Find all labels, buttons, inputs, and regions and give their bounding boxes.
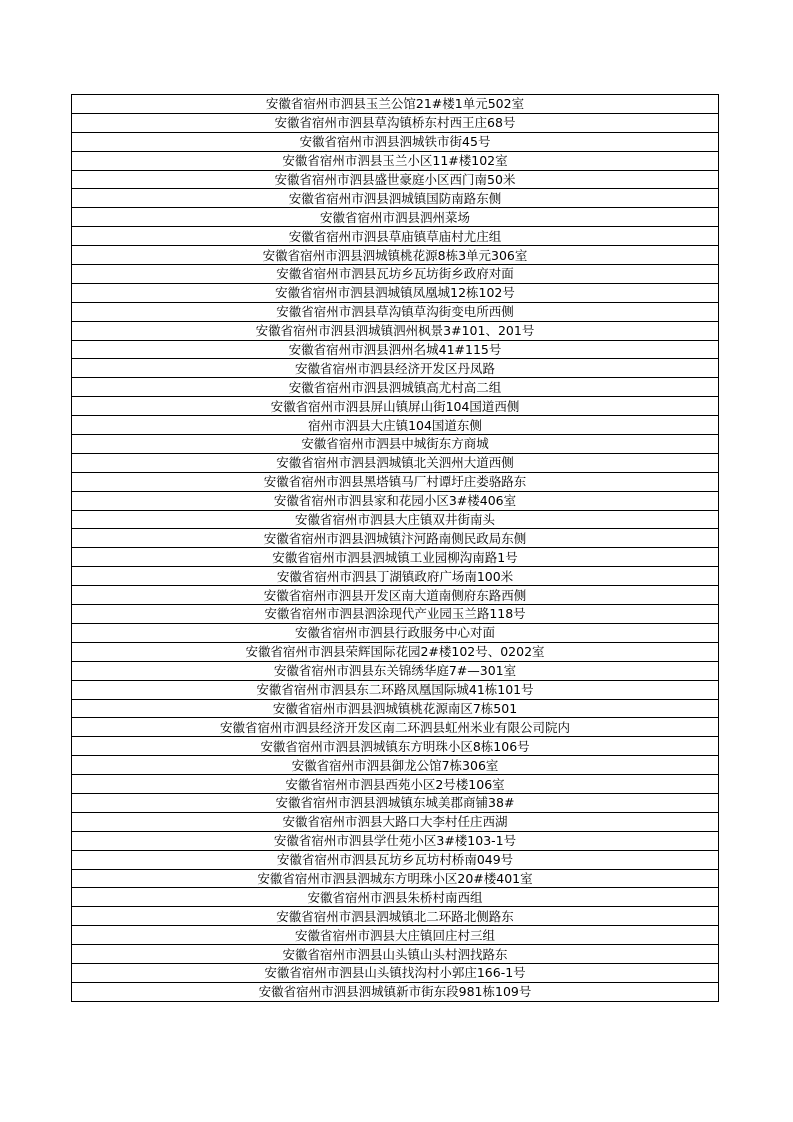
- table-row: [72, 472, 719, 491]
- address-cell: 安徽省宿州市泗县黑塔镇马厂村谭圩庄娄骆路东: [72, 472, 719, 491]
- table-row: [72, 642, 719, 661]
- address-cell: 安徽省宿州市泗县开发区南大道南侧府东路西侧: [72, 586, 719, 605]
- address-cell: 安徽省宿州市泗县玉兰公馆21#楼1单元502室: [72, 95, 719, 114]
- table-row: [72, 453, 719, 472]
- address-cell: 安徽省宿州市泗县丁湖镇政府广场南100米: [72, 567, 719, 586]
- table-row: [72, 850, 719, 869]
- address-cell: 安徽省宿州市泗县学仕苑小区3#楼103-1号: [72, 831, 719, 850]
- address-cell: 安徽省宿州市泗县荣辉国际花园2#楼102号、0202室: [72, 642, 719, 661]
- table-row: [72, 132, 719, 151]
- table-row: [72, 378, 719, 397]
- table-row: [72, 283, 719, 302]
- address-cell: 安徽省宿州市泗县御龙公馆7栋306室: [72, 756, 719, 775]
- address-cell: 安徽省宿州市泗县泗城镇东城美郡商铺38#: [72, 793, 719, 812]
- address-cell: 宿州市泗县大庄镇104国道东侧: [72, 416, 719, 435]
- address-cell: 安徽省宿州市泗县草庙镇草庙村尤庄组: [72, 227, 719, 246]
- address-cell: 安徽省宿州市泗县泗城镇凤凰城12栋102号: [72, 283, 719, 302]
- address-cell: 安徽省宿州市泗县经济开发区南二环泗县虹州米业有限公司院内: [72, 718, 719, 737]
- table-row: [72, 189, 719, 208]
- address-cell: 安徽省宿州市泗县泗城镇汴河路南侧民政局东侧: [72, 529, 719, 548]
- address-cell: 安徽省宿州市泗县泗城镇桃花源8栋3单元306室: [72, 246, 719, 265]
- table-row: [72, 340, 719, 359]
- address-cell: 安徽省宿州市泗县泗城镇桃花源南区7栋501: [72, 699, 719, 718]
- table-row: [72, 926, 719, 945]
- table-row: [72, 246, 719, 265]
- address-cell: 安徽省宿州市泗县泗城镇高尤村高二组: [72, 378, 719, 397]
- address-cell: 安徽省宿州市泗县泗城铁市街45号: [72, 132, 719, 151]
- address-cell: 安徽省宿州市泗县泗城东方明珠小区20#楼401室: [72, 869, 719, 888]
- address-cell: 安徽省宿州市泗县泗城镇北二环路北侧路东: [72, 907, 719, 926]
- address-cell: 安徽省宿州市泗县中城街东方商城: [72, 435, 719, 454]
- address-cell: 安徽省宿州市泗县家和花园小区3#楼406室: [72, 491, 719, 510]
- table-row: [72, 397, 719, 416]
- table-row: [72, 812, 719, 831]
- address-cell: 安徽省宿州市泗县屏山镇屏山街104国道西侧: [72, 397, 719, 416]
- table-row: [72, 888, 719, 907]
- table-row: [72, 265, 719, 284]
- table-row: [72, 321, 719, 340]
- address-cell: 安徽省宿州市泗县山头镇山头村泗找路东: [72, 945, 719, 964]
- table-row: [72, 95, 719, 114]
- table-row: [72, 491, 719, 510]
- address-cell: 安徽省宿州市泗县草沟镇桥东村西王庄68号: [72, 113, 719, 132]
- table-row: [72, 869, 719, 888]
- address-cell: 安徽省宿州市泗县大庄镇回庄村三组: [72, 926, 719, 945]
- address-table: [71, 94, 719, 1002]
- table-row: [72, 359, 719, 378]
- table-row: [72, 529, 719, 548]
- table-row: [72, 831, 719, 850]
- address-cell: 安徽省宿州市泗县瓦坊乡瓦坊街乡政府对面: [72, 265, 719, 284]
- address-cell: 安徽省宿州市泗县泗州名城41#115号: [72, 340, 719, 359]
- address-cell: 安徽省宿州市泗县玉兰小区11#楼102室: [72, 151, 719, 170]
- table-row: [72, 302, 719, 321]
- address-table-body: [72, 95, 719, 1002]
- table-row: [72, 737, 719, 756]
- address-cell: 安徽省宿州市泗县朱桥村南西组: [72, 888, 719, 907]
- table-row: [72, 227, 719, 246]
- address-cell: 安徽省宿州市泗县泗州菜场: [72, 208, 719, 227]
- table-row: [72, 963, 719, 982]
- table-row: [72, 699, 719, 718]
- address-cell: 安徽省宿州市泗县东关锦绣华庭7#—301室: [72, 661, 719, 680]
- table-row: [72, 623, 719, 642]
- address-cell: 安徽省宿州市泗县盛世豪庭小区西门南50米: [72, 170, 719, 189]
- table-row: [72, 982, 719, 1001]
- table-row: [72, 680, 719, 699]
- address-cell: 安徽省宿州市泗县行政服务中心对面: [72, 623, 719, 642]
- address-cell: 安徽省宿州市泗县大路口大李村任庄西湖: [72, 812, 719, 831]
- table-row: [72, 907, 719, 926]
- table-row: [72, 208, 719, 227]
- address-cell: 安徽省宿州市泗县山头镇找沟村小郭庄166-1号: [72, 963, 719, 982]
- address-cell: 安徽省宿州市泗县泗城镇新市街东段981栋109号: [72, 982, 719, 1001]
- table-row: [72, 945, 719, 964]
- table-row: [72, 718, 719, 737]
- address-cell: 安徽省宿州市泗县泗涂现代产业园玉兰路118号: [72, 605, 719, 624]
- address-cell: 安徽省宿州市泗县经济开发区丹凤路: [72, 359, 719, 378]
- table-row: [72, 510, 719, 529]
- table-row: [72, 793, 719, 812]
- address-cell: 安徽省宿州市泗县东二环路凤凰国际城41栋101号: [72, 680, 719, 699]
- address-cell: 安徽省宿州市泗县泗城镇国防南路东侧: [72, 189, 719, 208]
- table-row: [72, 113, 719, 132]
- table-row: [72, 775, 719, 794]
- table-row: [72, 605, 719, 624]
- table-row: [72, 756, 719, 775]
- table-row: [72, 548, 719, 567]
- address-cell: 安徽省宿州市泗县泗城镇工业园柳沟南路1号: [72, 548, 719, 567]
- address-cell: 安徽省宿州市泗县瓦坊乡瓦坊村桥南049号: [72, 850, 719, 869]
- table-row: [72, 416, 719, 435]
- address-cell: 安徽省宿州市泗县大庄镇双井街南头: [72, 510, 719, 529]
- address-cell: 安徽省宿州市泗县泗城镇泗州枫景3#101、201号: [72, 321, 719, 340]
- table-row: [72, 435, 719, 454]
- address-cell: 安徽省宿州市泗县泗城镇北关泗州大道西侧: [72, 453, 719, 472]
- table-row: [72, 567, 719, 586]
- table-row: [72, 151, 719, 170]
- address-cell: 安徽省宿州市泗县泗城镇东方明珠小区8栋106号: [72, 737, 719, 756]
- address-cell: 安徽省宿州市泗县草沟镇草沟街变电所西侧: [72, 302, 719, 321]
- address-cell: 安徽省宿州市泗县西苑小区2号楼106室: [72, 775, 719, 794]
- table-row: [72, 586, 719, 605]
- table-row: [72, 170, 719, 189]
- table-row: [72, 661, 719, 680]
